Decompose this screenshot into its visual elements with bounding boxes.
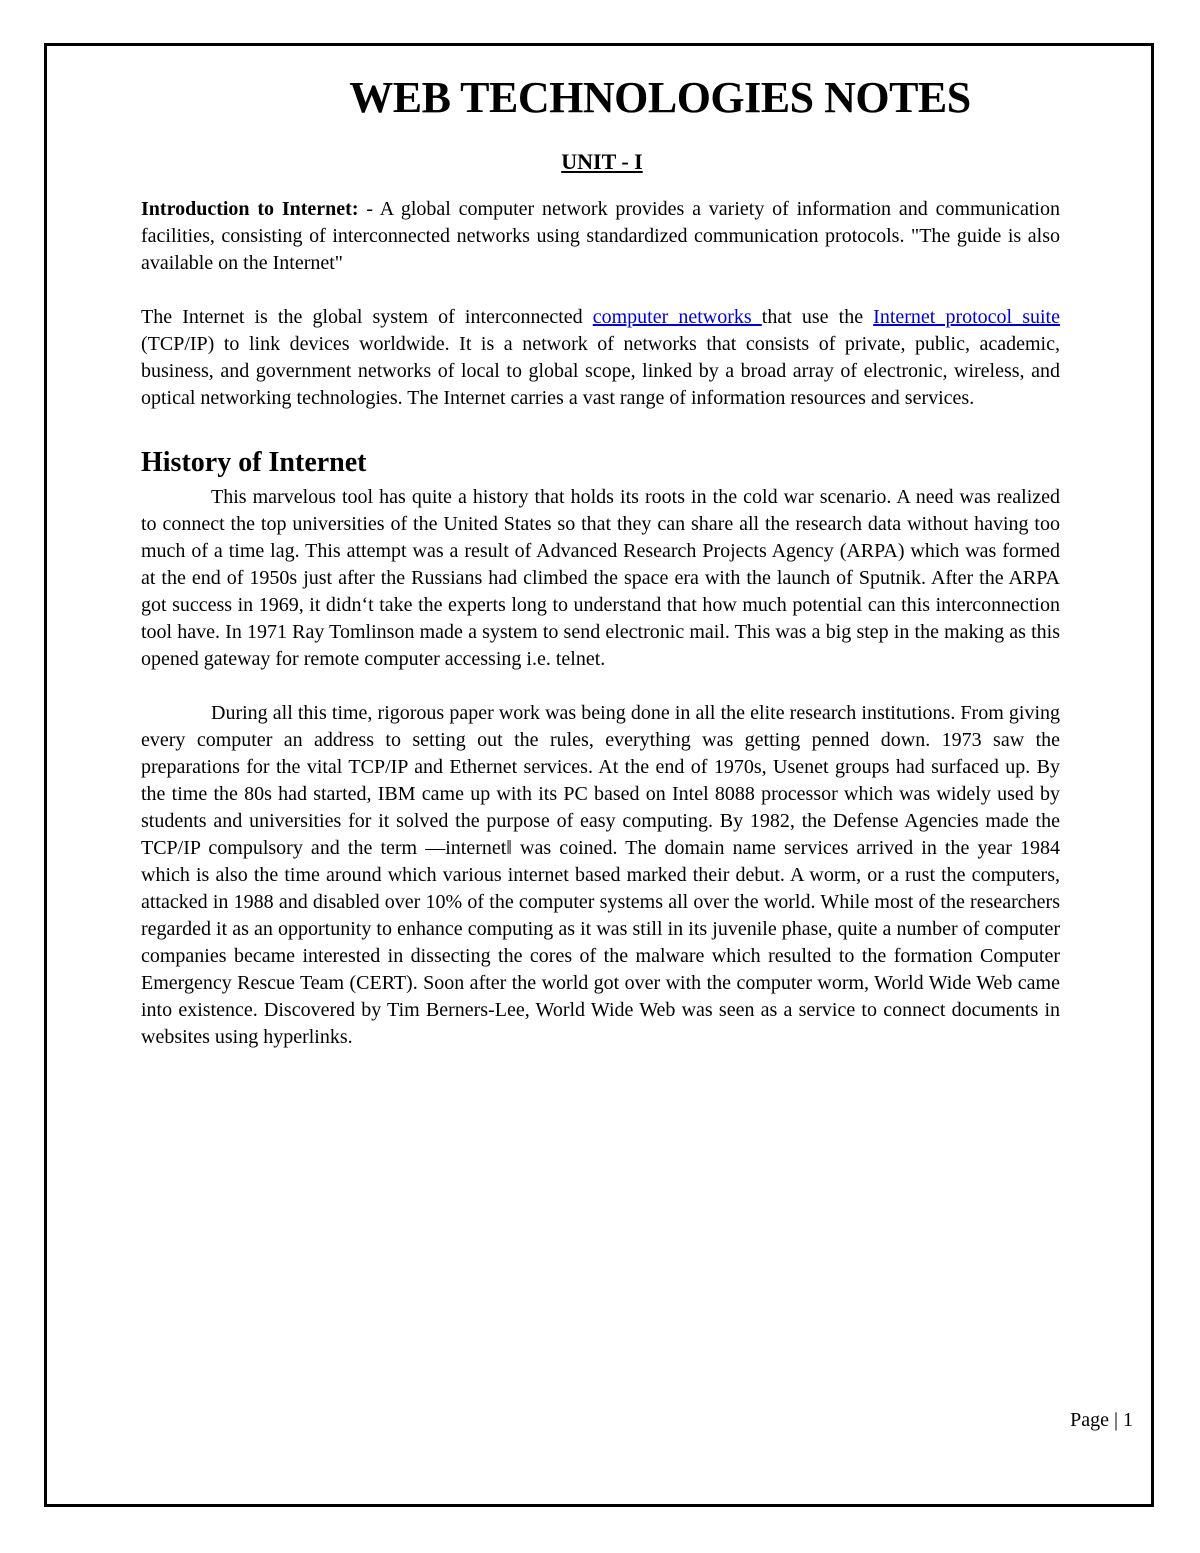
unit-heading: UNIT - I: [561, 149, 643, 174]
history-paragraph-1: This marvelous tool has quite a history that holds its roots in the cold war scenario. A need was realized to connect the top universities of the United States so that they can share all the research data without having too much of a time lag. This attempt was a result of Advanced Research Projects Agency (ARPA) which was formed at the end of 1950s just after the Russians had climbed the space era with the launch of Sputnik. After the ARPA got success in 1969, it didn‘t take the experts long to understand that how much potential can this interconnection tool have. In 1971 Ray Tomlinson made a system to send electronic mail. This was a big step in the making as this opened gateway for remote computer accessing i.e. telnet.: [141, 486, 1060, 670]
computer-networks-link[interactable]: computer networks: [592, 306, 762, 328]
history-heading: History of Internet: [141, 447, 367, 478]
internet-paragraph: [141, 304, 1060, 412]
internet-text-2: that use the: [761, 306, 874, 328]
intro-text: - A global computer network provides a variety of information and communication facilities, consisting of interconnected networks using standardized communication protocols. "The guide is also available on the Internet": [141, 198, 1060, 274]
document-title: WEB TECHNOLOGIES NOTES: [349, 73, 971, 122]
intro-label: Introduction to Internet:: [141, 198, 359, 220]
page-number: Page | 1: [1070, 1409, 1133, 1431]
internet-protocol-suite-link[interactable]: Internet protocol suite: [873, 306, 1060, 328]
history-paragraph-2: During all this time, rigorous paper work was being done in all the elite research institutions. From giving every computer an address to setting out the rules, everything was getting penned down. 1973 saw the preparations for the vital TCP/IP and Ethernet services. At the end of 1970s, Usenet groups had surfaced up. By the time the 80s had started, IBM came up with its PC based on Intel 8088 processor which was widely used by students and universities for it solved the purpose of easy computing. By 1982, the Defense Agencies made the TCP/IP compulsory and the term ―internet‖ was coined. The domain name services arrived in the year 1984 which is also the time around which various internet based marked their debut. A worm, or a rust the computers, attacked in 1988 and disabled over 10% of the computer systems all over the world. While most of the researchers regarded it as an opportunity to enhance computing as it was still in its juvenile phase, quite a number of computer companies became interested in dissecting the cores of the malware which resulted to the formation Computer Emergency Rescue Team (CERT). Soon after the world got over with the computer worm, World Wide Web came into existence. Discovered by Tim Berners-Lee, World Wide Web was seen as a service to connect documents in websites using hyperlinks.: [141, 702, 1060, 1048]
internet-text-1: The Internet is the global system of interconnected: [141, 306, 593, 328]
intro-paragraph: [141, 196, 1060, 277]
internet-text-3: (TCP/IP) to link devices worldwide. It is a network of networks that consists of private, public, academic, business, and government networks of local to global scope, linked by a broad array of electronic, wireless, and optical networking technologies. The Internet carries a vast range of information resources and services.: [141, 333, 1060, 409]
document-body: [141, 196, 1060, 1051]
